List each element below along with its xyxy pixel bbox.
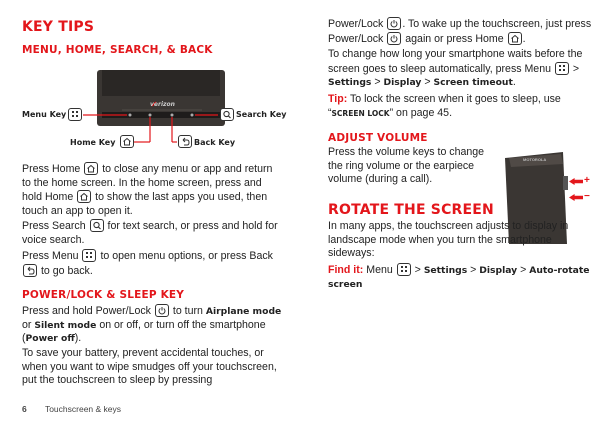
adjust-volume-heading: ADJUST VOLUME [328,132,428,144]
home-key-label: Home Key [70,138,116,147]
search-paragraph [22,219,284,247]
text: Press Home [22,163,81,175]
text: to turn [172,305,203,317]
settings-term: Settings [328,77,372,88]
silent-mode-term: Silent mode [34,319,97,331]
rotate-screen-heading: ROTATE THE SCREEN [328,202,494,218]
text: on or off, or turn off the smartphone ( [22,318,266,344]
sleep-paragraph: To save your battery, prevent accidental touches, or when you want to wipe smudges off your touchscreen, put the touchscreen to sleep by pressing [22,347,277,386]
menu-home-search-back-heading: MENU, HOME, SEARCH, & BACK [22,44,213,56]
text: Press Menu [22,250,79,262]
power-paragraph [22,304,286,346]
home-icon [120,135,134,148]
text: . To wake up the touchscreen, just press Power/Lock [328,18,592,45]
power-lock-heading: POWER/LOCK & SLEEP KEY [22,289,185,301]
home-icon [508,32,522,45]
display-term: Display [383,77,422,88]
text: > [424,76,431,88]
tip-label: Tip: [328,93,348,105]
page-footer [22,404,121,414]
power-off-term: Power off [25,333,75,344]
wake-paragraph [328,17,593,46]
display-term: Display [479,265,518,276]
screen-timeout-term: Screen timeout [433,77,513,88]
volume-paragraph: Press the volume keys to change the ring volume or the earpiece volume (during a call). [328,146,485,185]
home-icon [84,162,98,175]
text: ). [74,332,82,344]
menu-icon [82,249,96,262]
menu-icon [555,62,569,75]
search-icon [220,108,234,121]
find-it-label: Find it: [328,264,364,276]
screen-lock-link[interactable]: SCREEN LOCK [331,108,390,118]
text: to open menu options, or press Back [100,250,273,262]
search-icon [90,219,104,232]
back-icon [178,135,192,148]
text: Power/Lock [328,18,384,30]
text: on page 45. [396,106,453,119]
text: Menu [366,264,393,276]
airplane-mode-term: Airplane mode [205,306,282,317]
page-title: KEY TIPS [22,19,95,35]
text: Press and hold Power/Lock [22,305,151,317]
menu-paragraph [22,249,284,278]
back-key-label: Back Key [194,138,236,147]
menu-key-label: Menu Key [22,110,67,119]
power-icon [387,32,401,45]
verizon-logo: verizon [150,101,175,108]
back-icon [23,264,37,277]
key-diagram [22,68,287,158]
home-icon [77,190,91,203]
power-icon [155,304,169,317]
text: To lock the screen when it goes to sleep, use [350,93,561,105]
settings-term: Settings [423,265,468,276]
auto-rotate-term: Auto-rotate screen [328,265,590,290]
text: To change how long your smartphone waits before the screen goes to sleep automatically, press Menu [328,48,583,75]
text: Press Search [22,220,86,232]
text: to show the last apps you used, then touch an app to open it. [22,191,268,217]
findit-paragraph [328,263,596,291]
text: > [520,264,527,276]
volume-minus-sign: − [584,191,590,202]
home-paragraph [22,162,284,218]
text: . [512,76,516,88]
text: for text search, or press and hold for voice search. [22,220,278,246]
text: > [572,62,580,75]
menu-icon [68,108,82,121]
rotate-paragraph: In many apps, the touchscreen adjusts to display in landscape mode when you turn the smartphone sideways: [328,220,569,259]
phone-brand-label: MOTOROLA [523,157,547,162]
text: or [22,318,32,331]
timeout-paragraph [328,48,596,90]
text: . [522,32,526,45]
tip-paragraph: Tip: To lock the screen when it goes to sleep, use “SCREEN LOCK” on page 45. [328,93,561,119]
text: > [470,264,477,276]
text: to go back. [40,264,93,277]
menu-icon [397,263,411,276]
search-key-label: Search Key [236,110,287,119]
power-icon [387,17,401,30]
page-number: 6 [22,404,27,414]
volume-plus-sign: + [584,175,590,186]
text: to close any menu or app and return to the home screen. In the home screen, press and hold Home [22,163,273,203]
text: > [414,264,421,276]
text: > [374,76,381,88]
section-name: Touchscreen & keys [44,404,122,414]
text: again or press Home [405,32,504,45]
